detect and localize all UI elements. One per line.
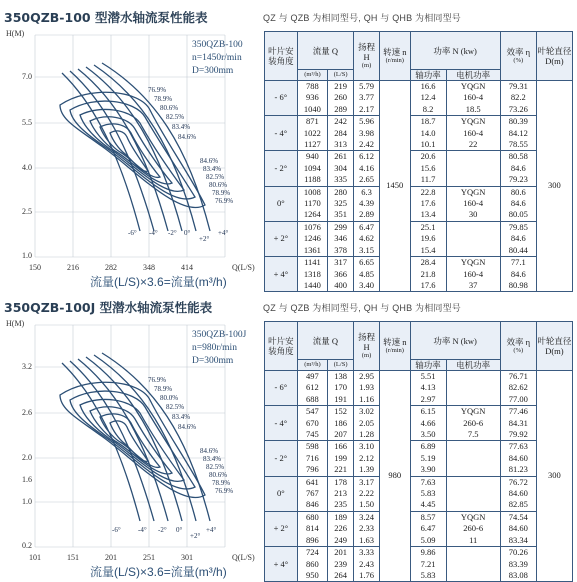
- header-flow: 流量 Q: [297, 32, 353, 70]
- flow-conversion: 流量(L/S)×3.6=流量(m³/h): [90, 275, 227, 289]
- header-flow-m3h: (m³/h): [297, 70, 327, 81]
- efficiency-label: 82.5%: [206, 173, 225, 181]
- performance-chart: [0, 315, 262, 580]
- y-tick: 1.6: [22, 475, 32, 484]
- efficiency-label: 80.0%: [160, 394, 179, 402]
- motor-cell: YQGN 160-4 30: [446, 186, 500, 221]
- x-tick: 201: [105, 553, 117, 562]
- x-tick: 301: [181, 553, 193, 562]
- performance-chart: [0, 25, 262, 290]
- head-cell: 2.95 1.93 1.16: [354, 371, 380, 406]
- efficiency-label: 78.9%: [212, 189, 231, 197]
- shaft-power-cell: 16.6 12.4 8.2: [410, 81, 446, 116]
- header-speed: 转速 n (r/min): [380, 322, 410, 371]
- speed-cell: 980: [380, 371, 410, 582]
- header-power: 功率 N (kw): [410, 322, 500, 360]
- shaft-power-cell: 20.6 15.6 11.7: [410, 151, 446, 186]
- efficiency-cell: 80.39 84.12 78.55: [500, 116, 536, 151]
- chart-model-label: [192, 39, 243, 78]
- efficiency-label: 82.5%: [166, 113, 185, 121]
- header-shaft-power: 轴功率: [410, 360, 446, 371]
- efficiency-label: 80.6%: [160, 104, 179, 112]
- y-tick: 1.0: [22, 497, 32, 506]
- impeller-cell: 300: [536, 81, 572, 292]
- flow-ls-cell: 219 260 289: [328, 81, 354, 116]
- table-row: [265, 441, 573, 476]
- flow-m3h-cell: 598 716 796: [297, 441, 327, 476]
- x-axis-title: Q(L/S): [232, 263, 255, 272]
- angle-cell: - 2°: [265, 151, 298, 186]
- section-note: QZ 与 QZB 为相同型号, QH 与 QHB 为相同型号: [263, 13, 462, 23]
- shaft-power-cell: 7.63 5.83 4.45: [410, 476, 446, 511]
- header-power: 功率 N (kw): [410, 32, 500, 70]
- flow-m3h-cell: 641 767 846: [297, 476, 327, 511]
- x-tick: 216: [67, 263, 79, 272]
- head-cell: 6.65 4.85 3.40: [354, 257, 380, 292]
- angle-cell: - 2°: [265, 441, 298, 476]
- header-speed: 转速 n (r/min): [380, 32, 410, 81]
- x-tick: 150: [29, 263, 41, 272]
- angle-label: -4°: [138, 526, 147, 534]
- header-shaft-power: 轴功率: [410, 70, 446, 81]
- header-efficiency: 效率 η (%): [500, 322, 536, 371]
- y-tick: 4.0: [22, 163, 32, 172]
- flow-ls-cell: 178 213 235: [328, 476, 354, 511]
- motor-cell: [446, 151, 500, 186]
- head-cell: 3.10 2.12 1.39: [354, 441, 380, 476]
- motor-cell: YQGN 160-4 18.5: [446, 81, 500, 116]
- impeller-cell: 300: [536, 371, 572, 582]
- flow-ls-cell: 152 186 207: [328, 406, 354, 441]
- flow-m3h-cell: 724 860 950: [297, 547, 327, 582]
- header-flow-ls: (L/S): [328, 360, 354, 371]
- efficiency-cell: 77.63 84.60 81.23: [500, 441, 536, 476]
- motor-cell: YQGN 160-4 37: [446, 257, 500, 292]
- header-flow: 流量 Q: [297, 322, 353, 360]
- angle-label: 0°: [176, 526, 183, 534]
- efficiency-label: 84.6%: [200, 157, 219, 165]
- angle-cell: - 4°: [265, 116, 298, 151]
- table-row: [265, 476, 573, 511]
- chart-diameter: D=300mm: [192, 66, 234, 76]
- efficiency-cell: 79.31 82.2 73.26: [500, 81, 536, 116]
- flow-m3h-cell: 497 612 688: [297, 371, 327, 406]
- table-row: [265, 371, 573, 406]
- pump-section-1: [0, 0, 577, 290]
- flow-m3h-cell: 1141 1318 1440: [297, 257, 327, 292]
- x-axis-title: Q(L/S): [232, 553, 255, 562]
- flow-m3h-cell: 940 1094 1188: [297, 151, 327, 186]
- y-tick: 7.0: [22, 72, 32, 81]
- shaft-power-cell: 6.89 5.19 3.90: [410, 441, 446, 476]
- head-cell: 6.3 4.39 2.89: [354, 186, 380, 221]
- head-cell: 6.47 4.62 3.15: [354, 221, 380, 256]
- head-cell: 5.79 3.77 2.17: [354, 81, 380, 116]
- flow-ls-cell: 189 226 249: [328, 511, 354, 546]
- y-axis-title: H(M): [6, 29, 25, 38]
- shaft-power-cell: 9.86 7.21 5.83: [410, 547, 446, 582]
- angle-cell: - 6°: [265, 371, 298, 406]
- efficiency-cell: 79.85 84.6 80.44: [500, 221, 536, 256]
- table-row: [265, 511, 573, 546]
- efficiency-label: 78.9%: [212, 479, 231, 487]
- y-tick: 2.0: [22, 453, 32, 462]
- table-row: [265, 151, 573, 186]
- section-note: QZ 与 QZB 为相同型号, QH 与 QHB 为相同型号: [263, 303, 462, 313]
- motor-cell: YQGN 260-6 7.5: [446, 406, 500, 441]
- section-title: 350QZB-100J 型潜水轴流泵性能表: [4, 300, 213, 315]
- efficiency-label: 82.5%: [206, 463, 225, 471]
- efficiency-label: 76.9%: [215, 487, 234, 495]
- speed-cell: 1450: [380, 81, 410, 292]
- efficiency-label: 84.6%: [178, 423, 197, 431]
- efficiency-label: 84.6%: [178, 133, 197, 141]
- flow-ls-cell: 242 284 313: [328, 116, 354, 151]
- head-cell: 3.24 2.33 1.63: [354, 511, 380, 546]
- y-tick: 2.6: [22, 408, 32, 417]
- head-cell: 3.17 2.22 1.50: [354, 476, 380, 511]
- efficiency-label: 82.5%: [166, 403, 185, 411]
- chart-model-label: [192, 329, 246, 368]
- header-head: 扬程 H (m): [354, 322, 380, 371]
- head-cell: 3.02 2.05 1.28: [354, 406, 380, 441]
- angle-label: -4°: [149, 229, 158, 237]
- header-efficiency: 效率 η (%): [500, 32, 536, 81]
- y-tick: 5.5: [22, 118, 32, 127]
- performance-table: [264, 321, 573, 582]
- header-flow-m3h: (m³/h): [297, 360, 327, 371]
- flow-ls-cell: 261 304 335: [328, 151, 354, 186]
- y-tick: 2.5: [22, 207, 32, 216]
- chart-model: 350QZB-100J: [192, 330, 247, 340]
- angle-label: 0°: [184, 229, 191, 237]
- flow-conversion: 流量(L/S)×3.6=流量(m³/h): [90, 565, 227, 579]
- angle-label: -6°: [128, 229, 137, 237]
- header-motor-power: 电机功率: [446, 360, 500, 371]
- flow-m3h-cell: 788 936 1040: [297, 81, 327, 116]
- efficiency-label: 83.4%: [203, 455, 222, 463]
- efficiency-cell: 76.71 82.62 77.00: [500, 371, 536, 406]
- header-impeller: 叶轮直径 D(m): [536, 322, 572, 371]
- x-tick: 414: [181, 263, 193, 272]
- motor-cell: [446, 476, 500, 511]
- flow-m3h-cell: 1076 1246 1361: [297, 221, 327, 256]
- shaft-power-cell: 28.4 21.8 17.6: [410, 257, 446, 292]
- x-tick: 151: [67, 553, 79, 562]
- angle-cell: + 2°: [265, 221, 298, 256]
- chart-model: 350QZB-100: [192, 40, 243, 50]
- motor-cell: YQGN 160-4 22: [446, 116, 500, 151]
- motor-cell: YQGN 260-6 11: [446, 511, 500, 546]
- efficiency-cell: 76.72 84.60 82.85: [500, 476, 536, 511]
- flow-ls-cell: 280 325 351: [328, 186, 354, 221]
- angle-label: -2°: [168, 229, 177, 237]
- efficiency-label: 80.6%: [209, 181, 228, 189]
- flow-m3h-cell: 547 670 745: [297, 406, 327, 441]
- flow-m3h-cell: 680 814 896: [297, 511, 327, 546]
- shaft-power-cell: 18.7 14.0 10.1: [410, 116, 446, 151]
- chart-speed: n=1450r/min: [192, 53, 242, 63]
- angle-label: +4°: [218, 229, 229, 237]
- flow-ls-cell: 317 366 400: [328, 257, 354, 292]
- table-row: [265, 221, 573, 256]
- angle-label: -2°: [158, 526, 167, 534]
- shaft-power-cell: 25.1 19.6 15.4: [410, 221, 446, 256]
- flow-m3h-cell: 871 1022 1127: [297, 116, 327, 151]
- efficiency-label: 78.9%: [154, 385, 173, 393]
- table-row: [265, 81, 573, 116]
- shaft-power-cell: 6.15 4.66 3.50: [410, 406, 446, 441]
- x-tick: 251: [143, 553, 155, 562]
- table-row: [265, 186, 573, 221]
- motor-cell: [446, 441, 500, 476]
- angle-cell: 0°: [265, 476, 298, 511]
- performance-table: [264, 31, 573, 292]
- table-row: [265, 116, 573, 151]
- section-title: 350QZB-100 型潜水轴流泵性能表: [4, 10, 208, 25]
- chart-speed: n=980r/min: [192, 343, 237, 353]
- head-cell: 6.12 4.16 2.65: [354, 151, 380, 186]
- efficiency-cell: 77.1 84.6 80.98: [500, 257, 536, 292]
- table-row: [265, 547, 573, 582]
- shaft-power-cell: 22.8 17.6 13.4: [410, 186, 446, 221]
- efficiency-label: 76.9%: [148, 86, 167, 94]
- y-tick: 3.2: [22, 362, 32, 371]
- efficiency-label: 83.4%: [172, 413, 191, 421]
- efficiency-cell: 77.46 84.31 79.92: [500, 406, 536, 441]
- header-angle: 叶片安装角度: [265, 322, 298, 371]
- efficiency-label: 76.9%: [215, 197, 234, 205]
- header-impeller: 叶轮直径 D(m): [536, 32, 572, 81]
- shaft-power-cell: 5.51 4.13 2.97: [410, 371, 446, 406]
- y-tick: 0.2: [22, 541, 32, 550]
- flow-m3h-cell: 1008 1170 1264: [297, 186, 327, 221]
- shaft-power-cell: 8.57 6.47 5.09: [410, 511, 446, 546]
- flow-ls-cell: 138 170 191: [328, 371, 354, 406]
- efficiency-cell: 80.6 84.6 80.05: [500, 186, 536, 221]
- header-motor-power: 电机功率: [446, 70, 500, 81]
- motor-cell: [446, 371, 500, 406]
- angle-cell: 0°: [265, 186, 298, 221]
- efficiency-cell: 80.58 84.6 79.23: [500, 151, 536, 186]
- y-axis-title: H(M): [6, 319, 25, 328]
- angle-cell: - 4°: [265, 406, 298, 441]
- angle-cell: + 2°: [265, 511, 298, 546]
- table-row: [265, 406, 573, 441]
- efficiency-label: 76.9%: [148, 376, 167, 384]
- pump-section-2: [0, 290, 577, 579]
- header-angle: 叶片安装角度: [265, 32, 298, 81]
- efficiency-label: 83.4%: [172, 123, 191, 131]
- angle-cell: + 4°: [265, 257, 298, 292]
- head-cell: 5.96 3.98 2.42: [354, 116, 380, 151]
- flow-ls-cell: 299 346 378: [328, 221, 354, 256]
- header-flow-ls: (L/S): [328, 70, 354, 81]
- efficiency-label: 80.6%: [209, 471, 228, 479]
- x-tick: 348: [143, 263, 155, 272]
- angle-label: -6°: [112, 526, 121, 534]
- efficiency-label: 83.4%: [203, 165, 222, 173]
- x-tick: 101: [29, 553, 41, 562]
- efficiency-label: 78.9%: [154, 95, 173, 103]
- efficiency-label: 84.6%: [200, 447, 219, 455]
- angle-cell: - 6°: [265, 81, 298, 116]
- angle-cell: + 4°: [265, 547, 298, 582]
- motor-cell: [446, 547, 500, 582]
- efficiency-cell: 74.54 84.60 83.34: [500, 511, 536, 546]
- angle-label: +2°: [190, 532, 201, 540]
- table-row: [265, 257, 573, 292]
- efficiency-cell: 70.26 83.39 83.08: [500, 547, 536, 582]
- header-head: 扬程 H (m): [354, 32, 380, 81]
- motor-cell: [446, 221, 500, 256]
- flow-ls-cell: 166 199 221: [328, 441, 354, 476]
- angle-label: +4°: [206, 526, 217, 534]
- flow-ls-cell: 201 239 264: [328, 547, 354, 582]
- x-tick: 282: [105, 263, 117, 272]
- y-tick: 1.0: [22, 251, 32, 260]
- head-cell: 3.33 2.43 1.76: [354, 547, 380, 582]
- angle-label: +2°: [199, 235, 210, 243]
- chart-diameter: D=300mm: [192, 356, 234, 366]
